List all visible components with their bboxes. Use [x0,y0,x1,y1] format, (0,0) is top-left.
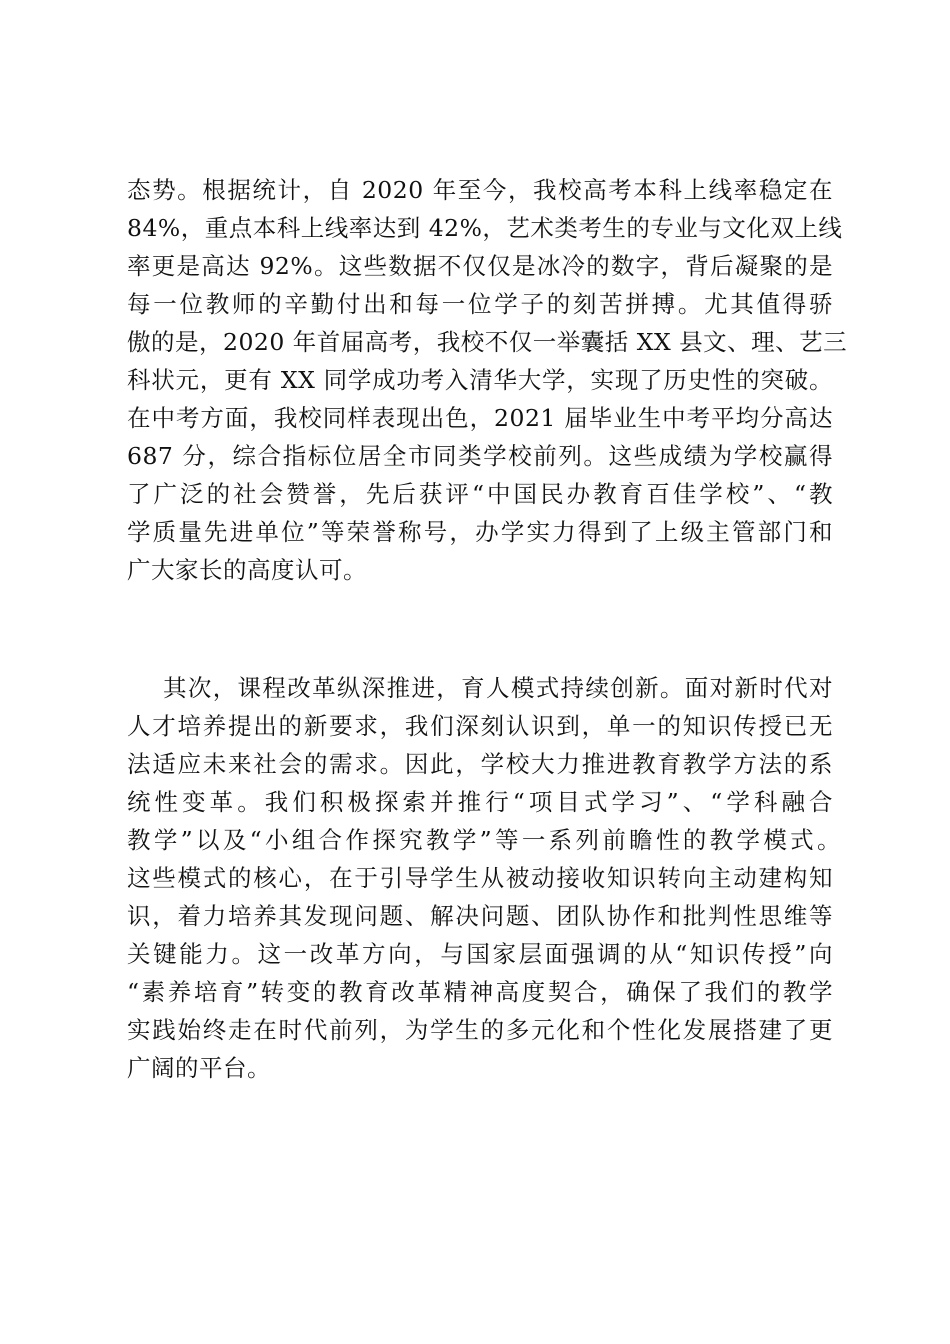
text-line: 其次，课程改革纵深推进，育人模式持续创新。面对新时代对 [163,674,833,702]
text-line: 统性变革。我们积极探索并推行“项目式学习”、“学科融合 [127,788,833,816]
text-line: 在中考方面，我校同样表现出色，2021 届毕业生中考平均分高达 [127,404,833,432]
text-line: 率更是高达 92%。这些数据不仅仅是冰冷的数字，背后凝聚的是 [127,252,833,280]
text-line: 学质量先进单位”等荣誉称号，办学实力得到了上级主管部门和 [127,518,833,546]
text-line: 广大家长的高度认可。 [127,556,367,584]
text-line: 人才培养提出的新要求，我们深刻认识到，单一的知识传授已无 [127,712,833,740]
text-line: 实践始终走在时代前列，为学生的多元化和个性化发展搭建了更 [127,1016,833,1044]
text-line: 傲的是，2020 年首届高考，我校不仅一举囊括 XX 县文、理、艺三 [127,328,848,356]
paragraph-achievements [127,171,848,589]
text-line: 教学”以及“小组合作探究教学”等一系列前瞻性的教学模式。 [127,826,841,854]
paragraph-curriculum-reform [127,669,841,1087]
text-line: 687 分，综合指标位居全市同类学校前列。这些成绩为学校赢得 [127,442,833,470]
text-line: 每一位教师的辛勤付出和每一位学子的刻苦拼搏。尤其值得骄 [127,290,833,318]
text-line: 关键能力。这一改革方向，与国家层面强调的从“知识传授”向 [127,940,833,968]
text-line: 科状元，更有 XX 同学成功考入清华大学，实现了历史性的突破。 [127,366,833,394]
text-line: 态势。根据统计，自 2020 年至今，我校高考本科上线率稳定在 [127,176,833,204]
text-line: 了广泛的社会赞誉，先后获评“中国民办教育百佳学校”、“教 [127,480,833,508]
text-line: 法适应未来社会的需求。因此，学校大力推进教育教学方法的系 [127,750,833,778]
text-line: 84%，重点本科上线率达到 42%，艺术类考生的专业与文化双上线 [127,214,843,242]
text-line: “素养培育”转变的教育改革精神高度契合，确保了我们的教学 [127,978,833,1006]
text-line: 广阔的平台。 [127,1054,271,1082]
text-line: 这些模式的核心，在于引导学生从被动接收知识转向主动建构知 [127,864,833,892]
text-line: 识，着力培养其发现问题、解决问题、团队协作和批判性思维等 [127,902,833,930]
